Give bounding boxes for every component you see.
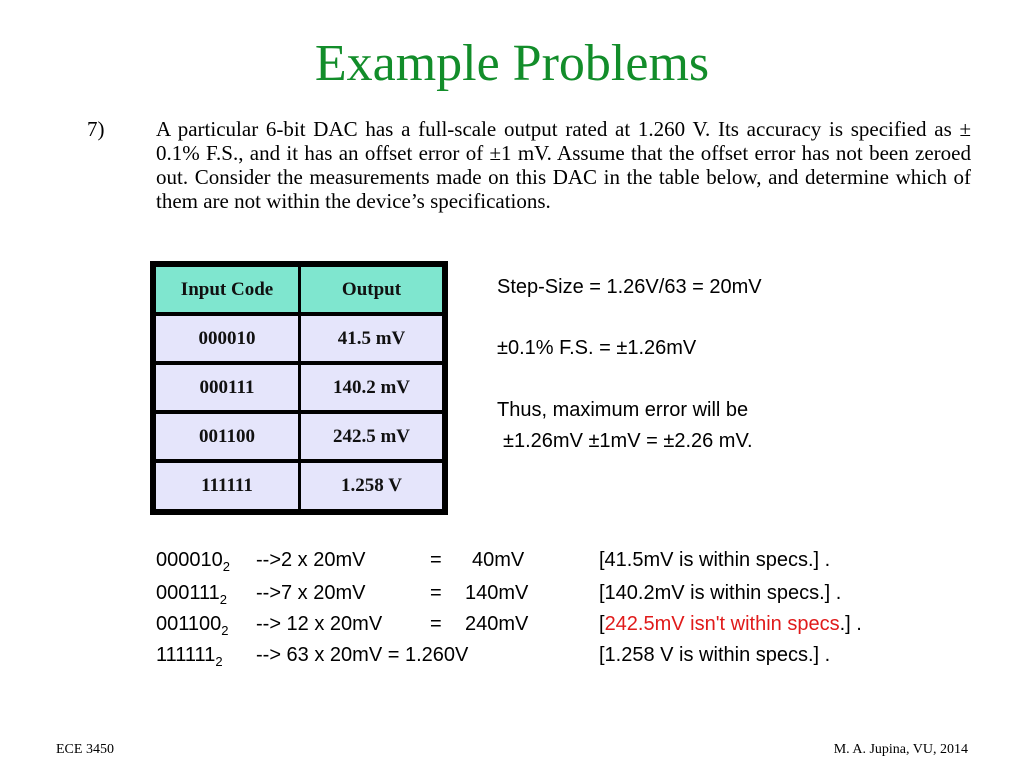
table-cell-output: 242.5 mV — [301, 414, 442, 459]
slide-title: Example Problems — [314, 35, 710, 92]
calc-verdict: [41.5mV is within specs.] . — [599, 549, 831, 571]
calc-equals: = — [430, 549, 442, 571]
calc-result: 40mV — [472, 549, 525, 571]
table-cell-code: 111111 — [156, 463, 298, 509]
footer-author: M. A. Jupina, VU, 2014 — [833, 742, 968, 757]
calc-code: $000010_2$ — [156, 549, 230, 574]
max-error-note-line1: Thus, maximum error will be — [497, 399, 749, 421]
calc-expression: --> 12 x 20mV — [256, 613, 383, 635]
calc-verdict: [140.2mV is within specs.] . — [599, 582, 842, 604]
calc-verdict-fail: [242.5mV isn't within specs.] . — [599, 613, 862, 635]
table-cell-output: 41.5 mV — [301, 316, 442, 361]
measurement-table — [150, 261, 448, 515]
calc-code: $000111_2$ — [156, 582, 228, 607]
max-error-note-line2: ±1.26mV ±1mV = ±2.26 mV. — [503, 430, 753, 452]
calc-code: $111111_2$ — [156, 644, 223, 669]
footer-course: ECE 3450 — [56, 742, 114, 757]
calc-result: 240mV — [465, 613, 529, 635]
calc-verdict: [1.258 V is within specs.] . — [599, 644, 831, 666]
fs-error-note: ±0.1% F.S. = ±1.26mV — [497, 337, 697, 359]
calc-expression: --> 63 x 20mV = 1.260V — [256, 644, 469, 666]
calc-equals: = — [430, 613, 442, 635]
calc-expression: -->7 x 20mV — [256, 582, 366, 604]
table-cell-output: 140.2 mV — [301, 365, 442, 410]
table-header-input-code: Input Code — [156, 267, 298, 312]
step-size-note: Step-Size = 1.26V/63 = 20mV — [497, 276, 762, 298]
table-cell-output: 1.258 V — [301, 463, 442, 509]
calc-code: $001100_2$ — [156, 613, 229, 638]
calc-equals: = — [430, 582, 442, 604]
table-cell-code: 001100 — [156, 414, 298, 459]
calc-result: 140mV — [465, 582, 529, 604]
problem-number: 7) — [87, 117, 105, 141]
problem-statement: A particular 6-bit DAC has a full-scale output rated at 1.260 V. Its accuracy is specified as ± 0.1% F.S., and it has an offset error of ±1 mV. Assume that the offset error has not been zeroed out. Consider the measurements made on this DAC in the table below, and determine which of them are not within the device’s specifications. — [156, 117, 971, 213]
table-cell-code: 000010 — [156, 316, 298, 361]
calc-expression: -->2 x 20mV — [256, 549, 366, 571]
table-cell-code: 000111 — [156, 365, 298, 410]
table-header-output: Output — [301, 267, 442, 312]
